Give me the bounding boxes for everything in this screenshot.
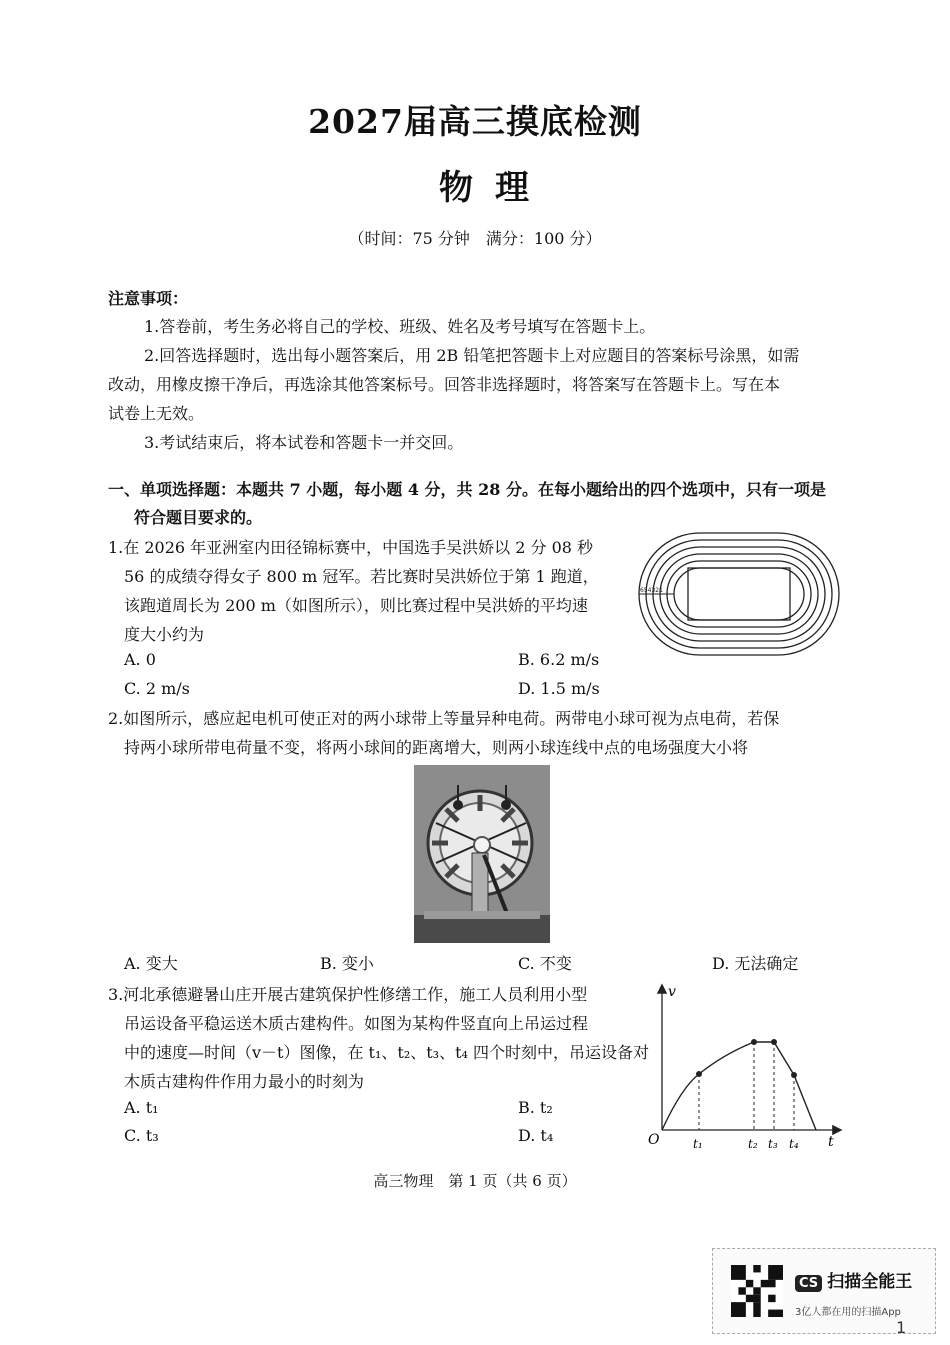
point-t1 — [696, 1071, 702, 1077]
q3-option-d: D. t₄ — [518, 1126, 554, 1145]
q2-option-c: C. 不变 — [518, 954, 572, 973]
induction-machine-photo — [414, 765, 550, 943]
tick-t4: t₄ — [789, 1137, 799, 1151]
q2-text: 2.如图所示，感应起电机可使正对的两小球带上等量异种电荷。两带电小球可视为点电荷，若保 — [108, 709, 780, 728]
q3-option-c: C. t₃ — [124, 1126, 159, 1145]
q1-text: 1.在 2026 年亚洲室内田径锦标赛中，中国选手吴洪娇以 2 分 08 秒 — [108, 538, 594, 557]
q1-text: 该跑道周长为 200 m（如图所示），则比赛过程中吴洪娇的平均速 — [124, 596, 588, 615]
time-info: （时间：75 分钟 满分：100 分） — [348, 229, 602, 248]
point-t4 — [791, 1072, 797, 1078]
exam-title: 2027届高三摸底检测 — [308, 102, 642, 141]
q3-option-b: B. t₂ — [518, 1098, 553, 1117]
t-axis-label: t — [828, 1134, 834, 1150]
track-lane-numbers: 654321 — [640, 587, 663, 594]
notice-heading: 注意事项： — [108, 289, 189, 308]
notice-item: 3.考试结束后，将本试卷和答题卡一并交回。 — [144, 433, 464, 452]
section-heading: 一、单项选择题：本题共 7 小题，每小题 4 分，共 28 分。在每小题给出的四个选项中，只有一项是 — [108, 480, 826, 499]
q3-text: 木质古建构件作用力最小的时刻为 — [124, 1072, 365, 1091]
tick-t2: t₂ — [748, 1137, 758, 1151]
vt-graph — [644, 980, 844, 1158]
scanner-tagline: 3亿人都在用的扫描App — [795, 1307, 901, 1318]
q1-option-d: D. 1.5 m/s — [518, 679, 600, 698]
velocity-curve — [662, 1042, 816, 1130]
scanner-app-name: 扫描全能王 — [827, 1272, 913, 1292]
point-t2 — [751, 1039, 757, 1045]
section-heading-cont: 符合题目要求的。 — [134, 508, 263, 527]
q2-option-a: A. 变大 — [124, 954, 178, 973]
q1-option-b: B. 6.2 m/s — [518, 650, 600, 669]
pdf-page-number: 1 — [896, 1318, 907, 1337]
running-track-figure — [636, 530, 842, 658]
cs-logo-badge: CS — [795, 1275, 822, 1292]
notice-item: 2.回答选择题时，选出每小题答案后，用 2B 铅笔把答题卡上对应题目的答案标号涂黑，如需 — [144, 346, 800, 365]
q3-text: 3.河北承德避暑山庄开展古建筑保护性修缮工作，施工人员利用小型 — [108, 985, 588, 1004]
notice-item: 试卷上无效。 — [108, 404, 205, 423]
q2-option-b: B. 变小 — [320, 954, 374, 973]
q1-text: 度大小约为 — [124, 625, 205, 644]
q3-option-a: A. t₁ — [124, 1098, 159, 1117]
origin-label: O — [648, 1132, 660, 1148]
q1-option-c: C. 2 m/s — [124, 679, 190, 698]
tick-t3: t₃ — [768, 1137, 778, 1151]
q2-option-d: D. 无法确定 — [712, 954, 799, 973]
page-footer: 高三物理 第 1 页（共 6 页） — [373, 1172, 577, 1190]
q1-text: 56 的成绩夺得女子 800 m 冠军。若比赛时吴洪娇位于第 1 跑道， — [124, 567, 599, 586]
subject-title: 物理 — [439, 168, 551, 208]
notice-item: 改动，用橡皮擦干净后，再选涂其他答案标号。回答非选择题时，将答案写在答题卡上。写在本 — [108, 375, 781, 394]
v-axis-label: v — [668, 984, 676, 1000]
q1-option-a: A. 0 — [124, 650, 156, 669]
qr-code-icon — [731, 1265, 783, 1317]
notice-item: 1.答卷前，考生务必将自己的学校、班级、姓名及考号填写在答题卡上。 — [144, 317, 656, 336]
q3-text: 吊运设备平稳运送木质古建构件。如图为某构件竖直向上吊运过程 — [124, 1014, 589, 1033]
q3-text: 中的速度—时间（v－t）图像，在 t₁、t₂、t₃、t₄ 四个时刻中，吊运设备对 — [124, 1043, 650, 1062]
tick-t1: t₁ — [693, 1137, 703, 1151]
point-t3 — [771, 1039, 777, 1045]
q2-text: 持两小球所带电荷量不变，将两小球间的距离增大，则两小球连线中点的电场强度大小将 — [124, 738, 749, 757]
